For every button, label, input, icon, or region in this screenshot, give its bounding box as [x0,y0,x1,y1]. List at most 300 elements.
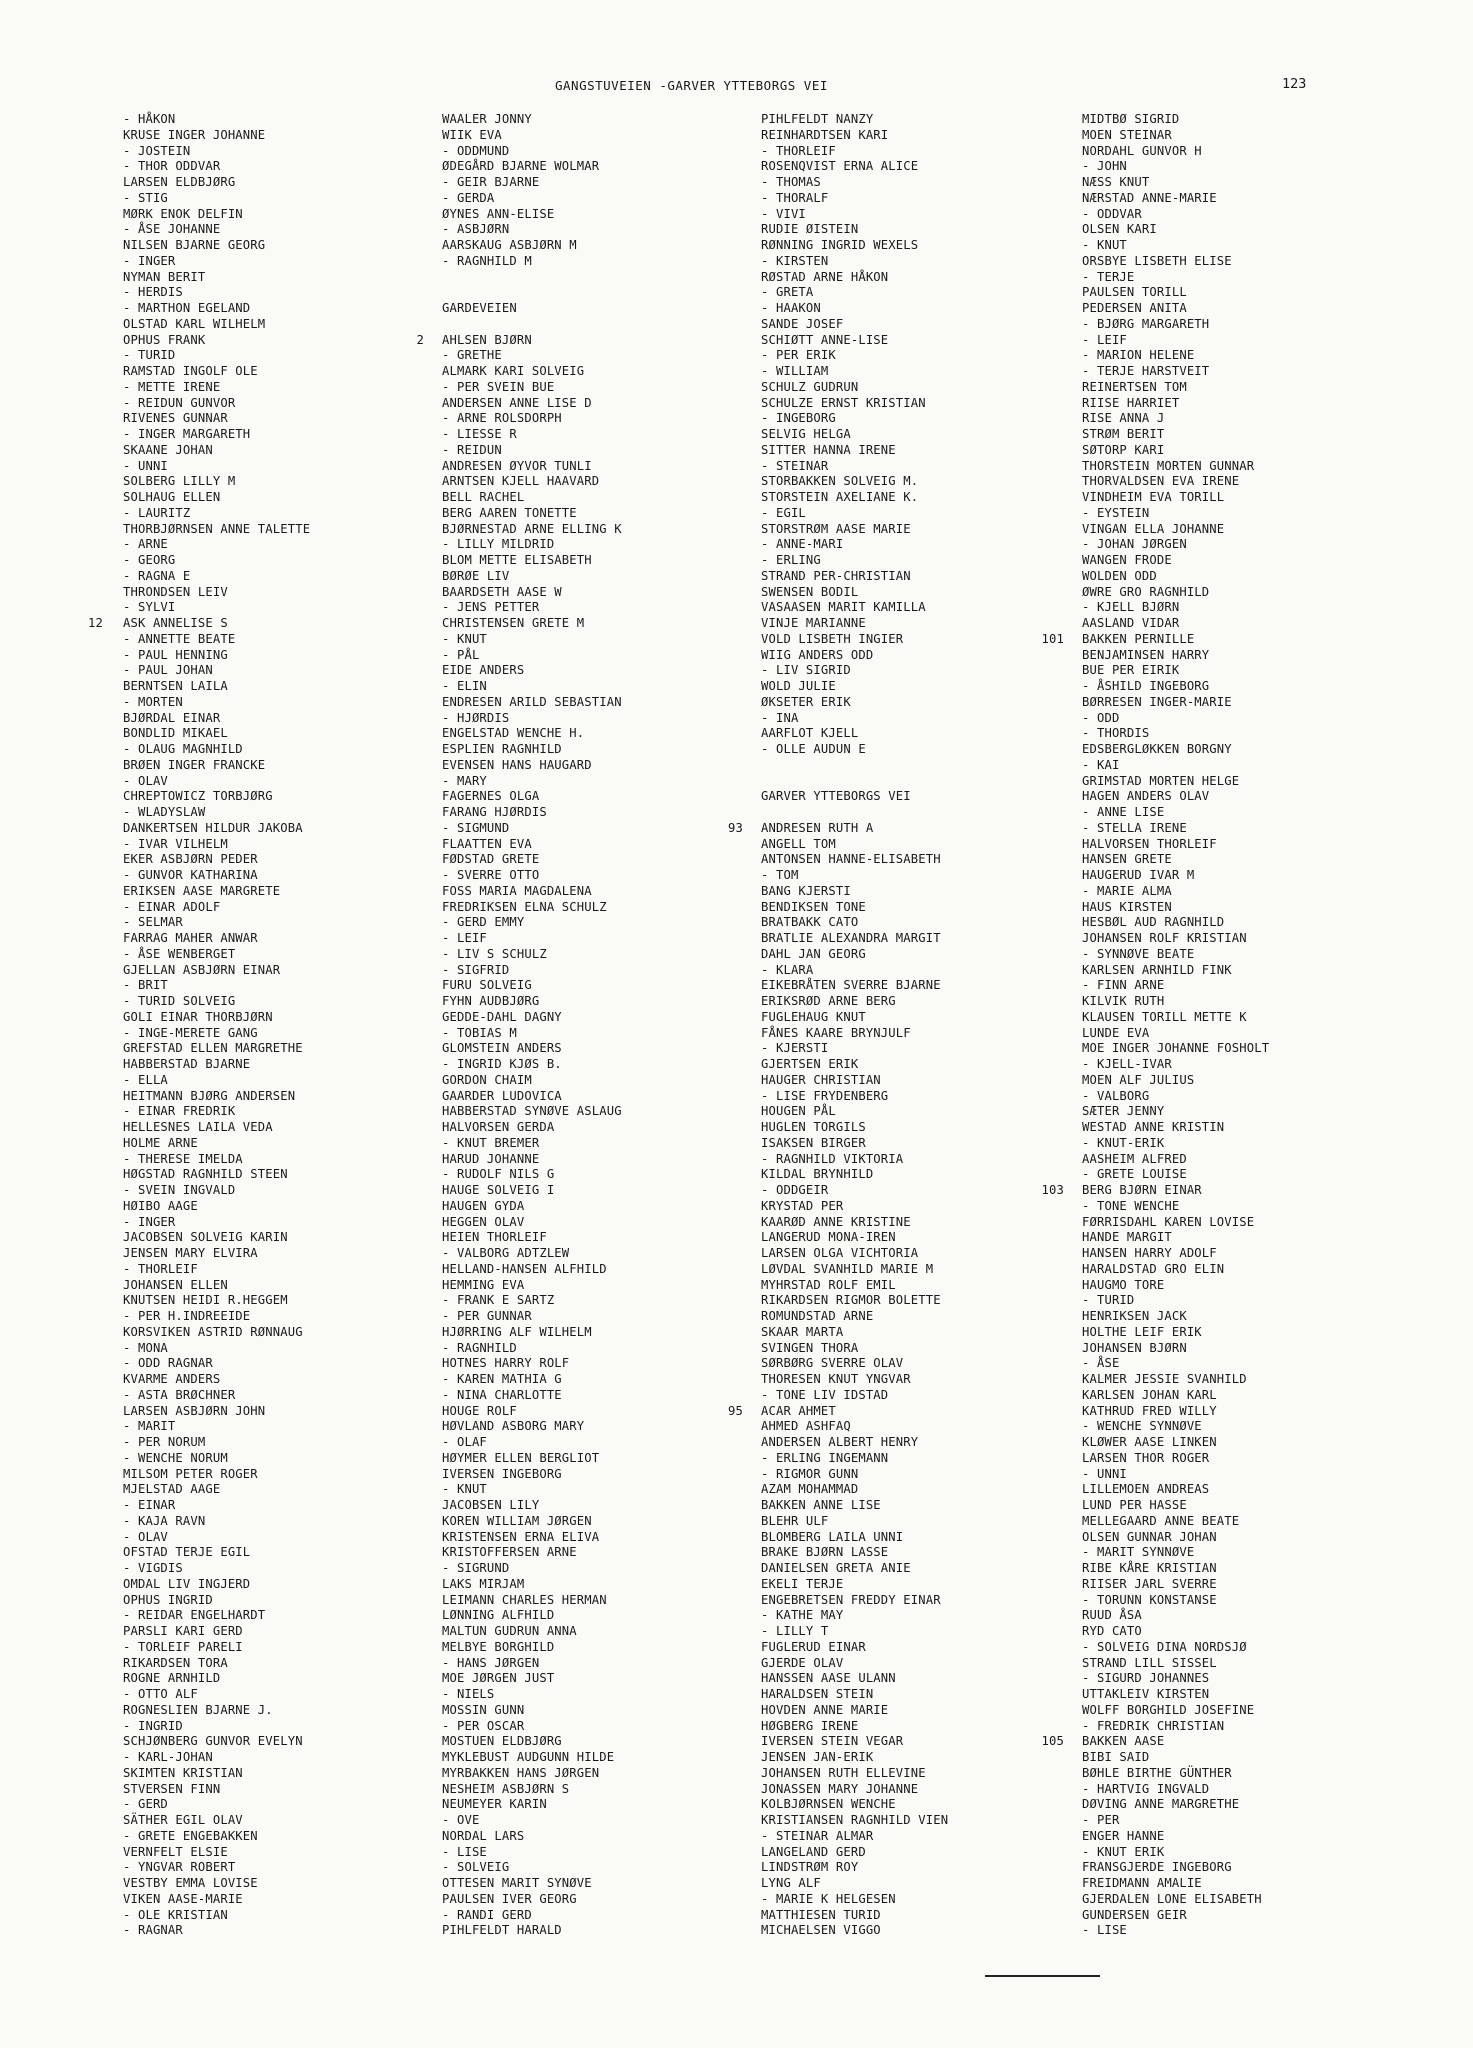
listing-entry [123,112,453,128]
listing-entry [442,1577,772,1593]
resident-name: - ANNETTE BEATE [123,631,236,646]
resident-name: - ODDGEIR [761,1183,829,1197]
listing-entry [123,1435,453,1451]
resident-name: - ELIN [442,679,487,693]
listing-entry [761,1608,1091,1624]
resident-name: RØSTAD ARNE HÅKON [761,269,889,284]
column-3 [728,112,1091,1939]
listing-entry [1082,837,1412,853]
blank-line [761,774,1091,790]
listing-entry [761,1356,1091,1372]
listing-entry [442,144,772,160]
listing-entry [123,191,453,207]
resident-name: - TOM [761,868,799,882]
listing-entry [761,1782,1091,1798]
listing-entry [442,1482,772,1498]
resident-name: BIBI SAID [1082,1750,1150,1764]
resident-name: BENJAMINSEN HARRY [1082,647,1210,662]
listing-entry [123,348,453,364]
resident-name: - OLAUG MAGNHILD [123,742,243,756]
resident-name: - OLAV [123,773,168,788]
listing-entry [442,1734,772,1750]
resident-name: LØNNING ALFHILD [442,1608,555,1623]
blank-line [761,805,1091,821]
resident-name: RIKARDSEN TORA [123,1655,228,1670]
listing-entry [442,159,772,175]
resident-name: - ODD [1082,710,1120,725]
resident-name: - JOHN [1082,159,1127,174]
resident-name: - KATHE MAY [761,1608,844,1623]
resident-name: AARSKAUG ASBJØRN M [442,238,577,252]
resident-name: - OVE [442,1813,480,1827]
listing-entry [442,411,772,427]
resident-name: RUDIE ØISTEIN [761,222,859,237]
resident-name: - SIGURD JOHANNES [1082,1671,1210,1686]
resident-name: - LIV S SCHULZ [442,946,547,961]
listing-entry [442,852,772,868]
resident-name: GORDON CHAIM [442,1072,532,1087]
resident-name: MILSOM PETER ROGER [123,1466,258,1481]
resident-name: FUGLEHAUG KNUT [761,1009,866,1024]
listing-entry [123,537,453,553]
resident-name: KRUSE INGER JOHANNE [123,127,266,142]
listing-entry [761,1860,1091,1876]
resident-name: STRAND LILL SISSEL [1082,1655,1217,1670]
listing-entry [1082,1577,1412,1593]
listing-entry [1082,333,1412,349]
listing-entry [123,994,453,1010]
listing-entry [761,1167,1091,1183]
resident-name: WANGEN FRODE [1082,553,1172,567]
listing-entry [123,396,453,412]
resident-name: SOLHAUG ELLEN [123,490,221,504]
resident-name: - STEINAR ALMAR [761,1828,874,1843]
resident-name: RAMSTAD INGOLF OLE [123,364,258,378]
resident-name: KRISTENSEN ERNA ELIVA [442,1529,600,1544]
resident-name: CHREPTOWICZ TORBJØRG [123,789,273,804]
listing-entry [442,711,772,727]
listing-entry [123,852,453,868]
resident-name: - TURID [123,348,176,363]
listing-entry [123,1782,453,1798]
resident-name: - FREDRIK CHRISTIAN [1082,1718,1225,1733]
resident-name: PEDERSEN ANITA [1082,301,1187,315]
listing-entry [88,616,453,632]
resident-name: GJERDE OLAV [761,1655,844,1670]
listing-entry [123,1309,453,1325]
listing-entry [761,1293,1091,1309]
resident-name: HARALDSEN STEIN [761,1687,874,1701]
resident-name: SÄTHER EGIL OLAV [123,1813,243,1827]
listing-entry [761,1104,1091,1120]
resident-name: - ÅSHILD INGEBORG [1082,679,1210,693]
listing-entry [123,380,453,396]
listing-entry [761,380,1091,396]
resident-name: ARNTSEN KJELL HAAVARD [442,474,600,489]
listing-entry [442,1892,772,1908]
listing-entry [1082,852,1412,868]
listing-entry [761,1467,1091,1483]
listing-entry [761,459,1091,475]
resident-name: HESBØL AUD RAGNHILD [1082,915,1225,930]
listing-entry [1041,1183,1412,1199]
listing-entry [442,1136,772,1152]
listing-entry [442,474,772,490]
resident-name: SCHULZ GUDRUN [761,379,859,394]
resident-name: HOLTHE LEIF ERIK [1082,1324,1202,1339]
listing-entry [442,191,772,207]
listing-entry [1082,1278,1412,1294]
listing-entry [761,1435,1091,1451]
listing-entry [1082,553,1412,569]
resident-name: HELLESNES LAILA VEDA [123,1120,273,1134]
resident-name: - INGER MARGARETH [123,427,251,441]
resident-name: KILVIK RUTH [1082,994,1165,1008]
listing-entry [442,506,772,522]
resident-name: - LILLY T [761,1624,829,1638]
resident-name: AHMED ASHFAQ [761,1419,851,1434]
resident-name: ROGNE ARNHILD [123,1671,221,1686]
resident-name: HANSEN GRETE [1082,852,1172,867]
resident-name: HØYMER ELLEN BERGLIOT [442,1450,600,1465]
listing-entry [1082,1908,1412,1924]
resident-name: - HANS JØRGEN [442,1655,540,1670]
listing-entry [728,820,1091,837]
listing-entry [442,868,772,884]
listing-entry [123,1419,453,1435]
listing-entry [442,1719,772,1735]
resident-name: JENSEN MARY ELVIRA [123,1246,258,1260]
listing-entry [442,1860,772,1876]
resident-name: - REIDUN [442,442,502,457]
listing-entry [442,427,772,443]
listing-entry [123,159,453,175]
resident-name: - SVEIN INGVALD [123,1183,236,1197]
listing-entry [1082,443,1412,459]
listing-entry [123,333,453,349]
resident-name: HAGEN ANDERS OLAV [1082,789,1210,804]
resident-name: KRYSTAD PER [761,1198,844,1213]
resident-name: BJØRDAL EINAR [123,710,221,725]
listing-entry [1082,1860,1412,1876]
listing-entry [442,1766,772,1782]
listing-entry [123,821,453,837]
listing-entry [442,112,772,128]
resident-name: GAARDER LUDOVICA [442,1088,562,1103]
resident-name: ORSBYE LISBETH ELISE [1082,253,1232,268]
resident-name: KATHRUD FRED WILLY [1082,1403,1217,1418]
resident-name: - KJERSTI [761,1041,829,1056]
resident-name: HABBERSTAD BJARNE [123,1057,251,1071]
resident-name: ALMARK KARI SOLVEIG [442,364,585,378]
resident-name: SØTORP KARI [1082,442,1165,457]
listing-entry [1082,1687,1412,1703]
resident-name: BERG BJØRN EINAR [1082,1183,1202,1197]
listing-entry [761,994,1091,1010]
listing-entry [761,159,1091,175]
listing-entry [442,1293,772,1309]
resident-name: HEITMANN BJØRG ANDERSEN [123,1088,296,1103]
listing-entry [1082,1451,1412,1467]
resident-name: THORSTEIN MORTEN GUNNAR [1082,458,1255,473]
resident-name: ANGELL TOM [761,836,836,851]
listing-entry [1082,726,1412,742]
resident-name: - LAURITZ [123,505,191,520]
listing-entry [442,1671,772,1687]
resident-name: BONDLID MIKAEL [123,726,228,741]
resident-name: PARSLI KARI GERD [123,1624,243,1638]
resident-name: RISE ANNA J [1082,411,1165,426]
listing-entry [123,364,453,380]
listing-entry [1082,1640,1412,1656]
listing-entry [123,317,453,333]
resident-name: RØNNING INGRID WEXELS [761,238,919,252]
listing-entry [442,1923,772,1939]
resident-name: VASAASEN MARIT KAMILLA [761,600,926,615]
page-header: GANGSTUVEIEN -GARVER YTTEBORGS VEI [555,78,828,93]
listing-entry [442,1782,772,1798]
resident-name: BELL RACHEL [442,490,525,504]
listing-entry [1082,1120,1412,1136]
listing-entry [442,1451,772,1467]
listing-entry [442,1104,772,1120]
resident-name: - LIESSE R [442,427,517,441]
listing-entry [123,490,453,506]
resident-name: OLSTAD KARL WILHELM [123,316,266,331]
resident-name: EKER ASBJØRN PEDER [123,852,258,867]
listing-entry [123,868,453,884]
listing-entry [123,1183,453,1199]
resident-name: - PER [1082,1813,1120,1827]
listing-entry [1082,270,1412,286]
resident-name: - TORUNN KONSTANSE [1082,1592,1217,1607]
resident-name: - PER ERIK [761,348,836,363]
resident-name: - KAREN MATHIA G [442,1372,562,1386]
resident-name: BAARDSETH AASE W [442,584,562,599]
resident-name: - JOHAN JØRGEN [1082,537,1187,552]
listing-entry [761,144,1091,160]
resident-name: - GERD [123,1797,168,1812]
resident-name: VINGAN ELLA JOHANNE [1082,521,1225,536]
resident-name: - FINN ARNE [1082,978,1165,993]
listing-entry [123,1246,453,1262]
resident-name: STORSTRØM AASE MARIE [761,521,911,536]
listing-entry [761,1766,1091,1782]
listing-entry [1082,1341,1412,1357]
resident-name: RIBE KÅRE KRISTIAN [1082,1561,1217,1575]
resident-name: ACAR AHMET [761,1403,836,1418]
resident-name: FOSS MARIA MAGDALENA [442,883,592,898]
listing-entry [123,1199,453,1215]
listing-entry [761,348,1091,364]
listing-entry [442,348,772,364]
resident-name: RYD CATO [1082,1624,1142,1638]
resident-name: ROGNESLIEN BJARNE J. [123,1702,273,1717]
resident-name: - ANNE LISE [1082,805,1165,819]
resident-name: WIIK EVA [442,127,502,142]
resident-name: MICHAELSEN VIGGO [761,1923,881,1938]
listing-entry [761,1341,1091,1357]
resident-name: - WENCHE SYNNØVE [1082,1419,1202,1434]
resident-name: - TERJE [1082,269,1135,284]
listing-entry [123,553,453,569]
resident-name: RIISER JARL SVERRE [1082,1576,1217,1591]
listing-entry [442,884,772,900]
listing-entry [1082,191,1412,207]
resident-name: DAHL JAN GEORG [761,946,866,961]
listing-entry [442,1797,772,1813]
resident-name: REINHARDTSEN KARI [761,127,889,142]
listing-entry [1082,490,1412,506]
resident-name: - MARION HELENE [1082,348,1195,363]
resident-name: - LISE [1082,1923,1127,1938]
resident-name: - RANDI GERD [442,1907,532,1922]
listing-entry [123,1719,453,1735]
listing-entry [761,1593,1091,1609]
resident-name: STRØM BERIT [1082,427,1165,441]
listing-entry [1082,1419,1412,1435]
resident-name: - PER GUNNAR [442,1309,532,1323]
listing-entry [1082,474,1412,490]
listing-entry [761,1120,1091,1136]
resident-name: HARALDSTAD GRO ELIN [1082,1261,1225,1276]
resident-name: - UNNI [123,458,168,473]
resident-name: DANKERTSEN HILDUR JAKOBA [123,820,303,835]
resident-name: - TORLEIF PARELI [123,1639,243,1654]
resident-name: HAUGER CHRISTIAN [761,1072,881,1087]
listing-entry [123,1845,453,1861]
listing-entry [761,1687,1091,1703]
resident-name: FREDRIKSEN ELNA SCHULZ [442,899,607,914]
resident-name: MOE INGER JOHANNE FOSHOLT [1082,1041,1270,1056]
listing-entry [1082,1136,1412,1152]
listing-entry [442,1813,772,1829]
resident-name: GJELLAN ASBJØRN EINAR [123,962,281,977]
listing-entry [442,443,772,459]
resident-name: HELLAND-HANSEN ALFHILD [442,1261,607,1276]
listing-entry [442,522,772,538]
resident-name: - PAUL HENNING [123,647,228,662]
resident-name: - METTE IRENE [123,379,221,394]
listing-entry [442,1419,772,1435]
listing-entry [123,1293,453,1309]
resident-name: OPHUS INGRID [123,1592,213,1607]
resident-name: OLSEN KARI [1082,222,1157,237]
resident-name: - EYSTEIN [1082,505,1150,520]
listing-entry [442,1183,772,1199]
listing-entry [761,1577,1091,1593]
listing-entry [761,726,1091,742]
listing-entry [123,1089,453,1105]
listing-entry [442,1404,772,1420]
listing-entry [442,695,772,711]
resident-name: WESTAD ANNE KRISTIN [1082,1120,1225,1134]
listing-entry [442,1152,772,1168]
listing-entry [1082,915,1412,931]
listing-entry [761,1372,1091,1388]
resident-name: ENGELSTAD WENCHE H. [442,726,585,741]
resident-name: - HERDIS [123,285,183,300]
listing-entry [442,679,772,695]
resident-name: HOTNES HARRY ROLF [442,1356,570,1371]
listing-entry [123,1120,453,1136]
resident-name: BØHLE BIRTHE GÜNTHER [1082,1765,1232,1780]
listing-entry [761,1703,1091,1719]
listing-entry [442,1624,772,1640]
listing-entry [123,1104,453,1120]
resident-name: MJELSTAD AAGE [123,1482,221,1497]
resident-name: - EINAR FREDRIK [123,1104,236,1119]
resident-name: - KNUT [442,631,487,646]
listing-entry [123,1010,453,1026]
listing-entry [1082,1498,1412,1514]
resident-name: ERIKSEN AASE MARGRETE [123,883,281,898]
resident-name: - SYNNØVE BEATE [1082,946,1195,961]
resident-name: - GEORG [123,553,176,567]
listing-entry [1082,1530,1412,1546]
resident-name: - REIDUN GUNVOR [123,395,236,410]
resident-name: KOREN WILLIAM JØRGEN [442,1513,592,1528]
listing-entry [123,900,453,916]
resident-name: ØWRE GRO RAGNHILD [1082,584,1210,599]
resident-name: - UNNI [1082,1466,1127,1481]
resident-name: LUNDE EVA [1082,1025,1150,1040]
listing-entry [442,301,772,317]
listing-entry [442,648,772,664]
resident-name: - ÅSE [1082,1356,1120,1371]
listing-entry [123,1215,453,1231]
resident-name: BENDIKSEN TONE [761,899,866,914]
listing-entry [442,947,772,963]
listing-entry [1082,506,1412,522]
resident-name: BUE PER EIRIK [1082,663,1180,678]
resident-name: HAUGMO TORE [1082,1277,1165,1292]
listing-entry [123,1325,453,1341]
resident-name: AHLSEN BJØRN [442,332,532,347]
listing-entry [442,1593,772,1609]
resident-name: EIKEBRÅTEN SVERRE BJARNE [761,978,941,993]
resident-name: BJØRNESTAD ARNE ELLING K [442,521,622,536]
resident-name: RIISE HARRIET [1082,395,1180,410]
resident-name: HEGGEN OLAV [442,1214,525,1229]
listing-entry [1082,1293,1412,1309]
listing-entry [761,852,1091,868]
listing-entry [442,1467,772,1483]
listing-entry [442,1608,772,1624]
resident-name: - TURID SOLVEIG [123,994,236,1008]
listing-entry [761,1073,1091,1089]
listing-entry [1082,254,1412,270]
listing-entry [442,569,772,585]
listing-entry [442,254,772,270]
resident-name: KALMER JESSIE SVANHILD [1082,1372,1247,1386]
resident-name: - FRANK E SARTZ [442,1293,555,1308]
resident-name: WOLD JULIE [761,679,836,693]
resident-name: HENRIKSEN JACK [1082,1309,1187,1323]
resident-name: - SVERRE OTTO [442,868,540,882]
listing-entry [761,1656,1091,1672]
listing-entry [442,1388,772,1404]
resident-name: FØRRISDAHL KAREN LOVISE [1082,1214,1255,1229]
resident-name: ENGEBRETSEN FREDDY EINAR [761,1592,941,1607]
listing-entry [123,1514,453,1530]
listing-entry [123,585,453,601]
resident-name: - TONE LIV IDSTAD [761,1387,889,1402]
resident-name: THORBJØRNSEN ANNE TALETTE [123,521,311,536]
listing-entry [761,553,1091,569]
listing-entry [123,1136,453,1152]
listing-entry [1082,1797,1412,1813]
